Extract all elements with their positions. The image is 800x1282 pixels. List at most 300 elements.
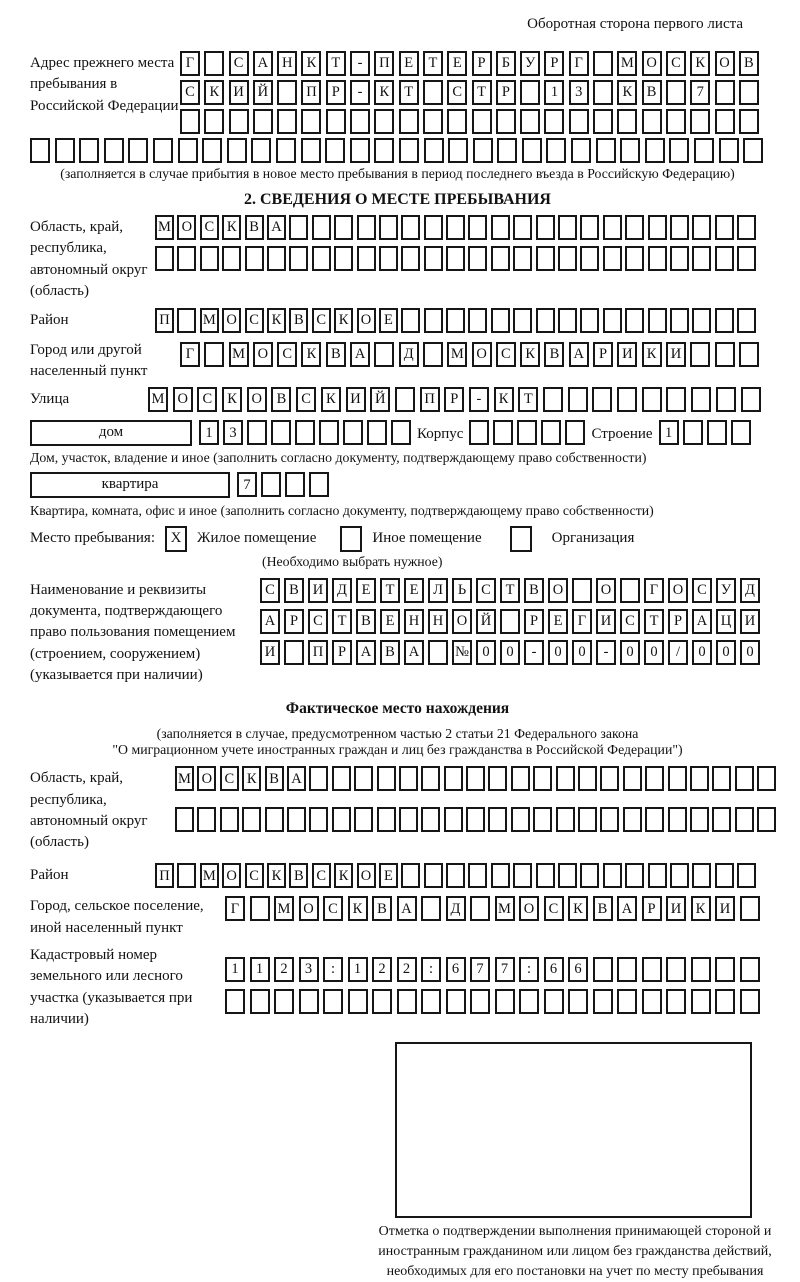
char-cell	[517, 420, 537, 445]
char-cell	[692, 308, 711, 333]
char-cell	[668, 807, 687, 832]
char-cell: О	[357, 308, 376, 333]
char-cell	[513, 308, 532, 333]
char-cell: Т	[518, 387, 538, 412]
char-cell	[572, 578, 592, 603]
char-cell	[446, 989, 466, 1014]
char-cell	[558, 215, 577, 240]
char-cell	[668, 766, 687, 791]
char-cell: М	[148, 387, 168, 412]
char-cell: У	[716, 578, 736, 603]
char-cell: К	[642, 342, 662, 367]
cadastral-block	[30, 943, 765, 1030]
char-cell	[571, 138, 591, 163]
char-cell	[491, 863, 510, 888]
char-cell	[690, 342, 710, 367]
char-cell	[757, 766, 776, 791]
char-cell: С	[180, 80, 200, 105]
actual-district-label: Район	[30, 867, 69, 884]
char-cell: С	[323, 896, 343, 921]
char-cell	[757, 807, 776, 832]
char-cell: В	[245, 215, 264, 240]
char-cell: М	[229, 342, 249, 367]
char-cell	[153, 138, 173, 163]
char-cell	[580, 215, 599, 240]
char-cell	[178, 138, 198, 163]
char-cell: 2	[397, 957, 417, 982]
char-cell	[197, 807, 216, 832]
char-cell	[520, 109, 540, 134]
char-cell	[666, 80, 686, 105]
char-cell	[350, 138, 370, 163]
char-cell	[541, 420, 561, 445]
char-cell	[274, 989, 294, 1014]
char-cell	[448, 138, 468, 163]
char-cell	[737, 308, 756, 333]
char-cell	[312, 246, 331, 271]
char-cell: О	[222, 308, 241, 333]
char-cell	[326, 109, 346, 134]
char-cell: В	[739, 51, 759, 76]
char-cell	[309, 472, 329, 497]
char-cell: :	[421, 957, 441, 982]
char-cell	[265, 807, 284, 832]
char-cell	[446, 246, 465, 271]
char-cell	[421, 989, 441, 1014]
char-cell	[399, 138, 419, 163]
street-row	[148, 387, 761, 412]
char-cell	[712, 807, 731, 832]
char-cell	[536, 246, 555, 271]
char-cell	[569, 109, 589, 134]
char-cell	[204, 51, 224, 76]
char-cell	[580, 246, 599, 271]
document-label: Наименование и реквизиты документа, подтверждающего право пользования помещением (строением, сооружением) (указывается при наличии)	[30, 581, 236, 683]
char-cell	[225, 989, 245, 1014]
char-cell: К	[334, 863, 353, 888]
char-cell: Г	[225, 896, 245, 921]
char-cell	[424, 215, 443, 240]
char-cell: О	[472, 342, 492, 367]
char-cell: Г	[569, 51, 589, 76]
char-cell: Ц	[716, 609, 736, 634]
char-cell: Р	[593, 342, 613, 367]
char-cell	[735, 766, 754, 791]
char-cell	[247, 420, 267, 445]
char-cell: К	[204, 80, 224, 105]
char-cell	[737, 863, 756, 888]
char-cell	[285, 472, 305, 497]
char-cell	[220, 807, 239, 832]
char-cell	[334, 215, 353, 240]
char-cell: 0	[644, 640, 664, 665]
char-cell: Р	[544, 51, 564, 76]
prev-address-rows	[180, 51, 759, 134]
char-cell: В	[289, 308, 308, 333]
actual-city-block	[30, 894, 765, 939]
char-cell: С	[620, 609, 640, 634]
char-cell	[593, 80, 613, 105]
char-cell	[715, 109, 735, 134]
char-cell: В	[289, 863, 308, 888]
char-cell	[603, 308, 622, 333]
stay-type-label: Место пребывания:	[30, 530, 155, 547]
char-cell	[511, 807, 530, 832]
char-cell	[536, 863, 555, 888]
char-cell: Е	[356, 578, 376, 603]
char-cell	[421, 896, 441, 921]
char-cell	[565, 420, 585, 445]
char-cell: В	[326, 342, 346, 367]
char-cell: В	[372, 896, 392, 921]
char-cell	[533, 766, 552, 791]
char-cell	[620, 578, 640, 603]
char-cell	[399, 109, 419, 134]
char-cell	[543, 387, 563, 412]
char-cell	[617, 989, 637, 1014]
char-cell: К	[222, 387, 242, 412]
char-cell: С	[308, 609, 328, 634]
korpus-label: Корпус	[417, 425, 464, 442]
char-cell: Й	[476, 609, 496, 634]
char-cell	[30, 138, 50, 163]
char-cell: И	[308, 578, 328, 603]
char-cell	[253, 109, 273, 134]
char-cell	[642, 989, 662, 1014]
char-cell	[245, 246, 264, 271]
char-cell	[690, 109, 710, 134]
char-cell	[466, 807, 485, 832]
char-cell: 0	[476, 640, 496, 665]
char-cell: 0	[500, 640, 520, 665]
char-cell: В	[265, 766, 284, 791]
apartment-block	[30, 472, 765, 498]
city-label: Город или другой населенный пункт	[30, 342, 148, 380]
char-cell: Р	[284, 609, 304, 634]
char-cell: О	[197, 766, 216, 791]
char-cell	[287, 807, 306, 832]
char-cell	[739, 80, 759, 105]
char-cell: К	[690, 51, 710, 76]
char-cell: О	[222, 863, 241, 888]
char-cell	[497, 138, 517, 163]
char-cell	[625, 246, 644, 271]
char-cell	[79, 138, 99, 163]
actual-city-row	[225, 896, 760, 921]
checkbox-inoe[interactable]	[340, 526, 362, 552]
char-cell: Т	[644, 609, 664, 634]
confirmation-stamp-box	[395, 1042, 752, 1218]
char-cell	[645, 807, 664, 832]
char-cell: Д	[446, 896, 466, 921]
document-block	[30, 578, 765, 686]
char-cell	[715, 989, 735, 1014]
char-cell	[593, 957, 613, 982]
char-cell	[343, 420, 363, 445]
char-cell	[242, 807, 261, 832]
char-cell: Р	[496, 80, 516, 105]
char-cell	[707, 420, 727, 445]
char-cell: Т	[380, 578, 400, 603]
char-cell: К	[222, 215, 241, 240]
char-cell: 2	[274, 957, 294, 982]
char-cell	[374, 342, 394, 367]
city-block	[30, 338, 765, 383]
char-cell: 1	[544, 80, 564, 105]
char-cell	[511, 766, 530, 791]
char-cell: Й	[370, 387, 390, 412]
char-cell: П	[308, 640, 328, 665]
char-cell	[692, 246, 711, 271]
char-cell	[620, 138, 640, 163]
char-cell: К	[568, 896, 588, 921]
char-cell	[325, 138, 345, 163]
char-cell	[580, 308, 599, 333]
char-cell	[683, 420, 703, 445]
char-cell: А	[267, 215, 286, 240]
char-cell	[558, 308, 577, 333]
korpus-row	[469, 420, 585, 445]
char-cell	[468, 246, 487, 271]
char-cell: Р	[444, 387, 464, 412]
char-cell	[424, 863, 443, 888]
char-cell: С	[245, 863, 264, 888]
option-inoe-label: Иное помещение	[372, 530, 482, 547]
char-cell	[578, 766, 597, 791]
char-cell	[104, 138, 124, 163]
checkbox-zhiloe[interactable]: X	[165, 526, 187, 552]
char-cell	[401, 215, 420, 240]
cadastral-row-2	[225, 989, 760, 1014]
char-cell: /	[668, 640, 688, 665]
char-cell: П	[374, 51, 394, 76]
char-cell	[603, 246, 622, 271]
char-cell	[739, 109, 759, 134]
char-cell	[690, 807, 709, 832]
char-cell	[670, 246, 689, 271]
section2-title: 2. СВЕДЕНИЯ О МЕСТЕ ПРЕБЫВАНИЯ	[244, 191, 551, 208]
char-cell	[271, 420, 291, 445]
char-cell: Т	[399, 80, 419, 105]
district-row	[155, 308, 756, 333]
char-cell: К	[494, 387, 514, 412]
char-cell	[692, 863, 711, 888]
char-cell	[470, 989, 490, 1014]
char-cell: С	[496, 342, 516, 367]
char-cell	[424, 308, 443, 333]
char-cell: К	[301, 342, 321, 367]
char-cell	[472, 109, 492, 134]
char-cell: 6	[446, 957, 466, 982]
actual-district-block	[30, 863, 765, 888]
char-cell: О	[715, 51, 735, 76]
char-cell	[446, 308, 465, 333]
char-cell: 0	[620, 640, 640, 665]
district-label: Район	[30, 312, 69, 329]
char-cell	[625, 308, 644, 333]
actual-caption-line2: "О миграционном учете иностранных граждан и лиц без гражданства в Российской Федерации")	[112, 742, 683, 758]
char-cell	[312, 215, 331, 240]
actual-region-row-2	[175, 807, 776, 832]
char-cell	[251, 138, 271, 163]
char-cell: -	[350, 80, 370, 105]
char-cell	[740, 989, 760, 1014]
char-cell: С	[260, 578, 280, 603]
char-cell: А	[692, 609, 712, 634]
checkbox-organizatsiya[interactable]	[510, 526, 532, 552]
char-cell	[399, 807, 418, 832]
char-cell: :	[519, 957, 539, 982]
page-header: Оборотная сторона первого листа	[527, 16, 743, 32]
char-cell: П	[155, 308, 174, 333]
char-cell	[617, 109, 637, 134]
char-cell	[423, 80, 443, 105]
char-cell: С	[312, 308, 331, 333]
char-cell: К	[267, 308, 286, 333]
char-cell: Т	[423, 51, 443, 76]
document-row-2	[260, 609, 760, 634]
char-cell: С	[296, 387, 316, 412]
char-cell: К	[301, 51, 321, 76]
char-cell	[377, 807, 396, 832]
house-caption: Дом, участок, владение и иное (заполнить согласно документу, подтверждающему право собственности)	[30, 449, 647, 465]
char-cell: Р	[642, 896, 662, 921]
char-cell: А	[356, 640, 376, 665]
char-cell: И	[666, 896, 686, 921]
char-cell	[556, 807, 575, 832]
char-cell: К	[242, 766, 261, 791]
char-cell: :	[323, 957, 343, 982]
char-cell	[536, 308, 555, 333]
char-cell	[743, 138, 763, 163]
char-cell: Д	[740, 578, 760, 603]
document-rows	[260, 578, 760, 665]
char-cell	[716, 387, 736, 412]
char-cell	[379, 246, 398, 271]
actual-caption-line1: (заполняется в случае, предусмотренном частью 2 статьи 21 Федерального закона	[156, 726, 639, 742]
char-cell: Б	[496, 51, 516, 76]
char-cell	[603, 863, 622, 888]
char-cell	[180, 109, 200, 134]
char-cell	[600, 807, 619, 832]
char-cell	[648, 308, 667, 333]
char-cell	[289, 215, 308, 240]
char-cell: И	[260, 640, 280, 665]
char-cell	[202, 138, 222, 163]
char-cell	[520, 80, 540, 105]
char-cell: Р	[332, 640, 352, 665]
char-cell	[592, 387, 612, 412]
char-cell	[712, 766, 731, 791]
char-cell: 7	[237, 472, 257, 497]
char-cell: М	[175, 766, 194, 791]
char-cell: С	[277, 342, 297, 367]
char-cell	[670, 308, 689, 333]
char-cell: А	[260, 609, 280, 634]
char-cell	[177, 863, 196, 888]
char-cell: В	[380, 640, 400, 665]
char-cell: К	[691, 896, 711, 921]
char-cell: У	[520, 51, 540, 76]
char-cell: В	[642, 80, 662, 105]
char-cell: Т	[472, 80, 492, 105]
char-cell: А	[287, 766, 306, 791]
apartment-caption: Квартира, комната, офис и иное (заполнить согласно документу, подтверждающему право собственности)	[30, 502, 654, 518]
char-cell	[468, 308, 487, 333]
char-cell	[715, 246, 734, 271]
char-cell	[715, 342, 735, 367]
char-cell: О	[357, 863, 376, 888]
char-cell	[715, 215, 734, 240]
char-cell: М	[495, 896, 515, 921]
actual-city-label: Город, сельское поселение, иной населенный пункт	[30, 898, 204, 936]
char-cell: О	[668, 578, 688, 603]
char-cell	[666, 957, 686, 982]
char-cell: Т	[326, 51, 346, 76]
char-cell	[740, 896, 760, 921]
char-cell: К	[617, 80, 637, 105]
char-cell	[719, 138, 739, 163]
char-cell	[421, 766, 440, 791]
char-cell	[128, 138, 148, 163]
char-cell	[428, 640, 448, 665]
char-cell: 1	[250, 957, 270, 982]
char-cell	[740, 957, 760, 982]
char-cell	[617, 387, 637, 412]
char-cell: С	[312, 863, 331, 888]
char-cell	[568, 387, 588, 412]
char-cell	[666, 989, 686, 1014]
char-cell: К	[374, 80, 394, 105]
char-cell: Р	[668, 609, 688, 634]
char-cell	[488, 807, 507, 832]
char-cell	[350, 109, 370, 134]
char-cell: Г	[180, 342, 200, 367]
char-cell	[397, 989, 417, 1014]
char-cell	[309, 807, 328, 832]
char-cell	[493, 420, 513, 445]
char-cell: 2	[372, 957, 392, 982]
prev-address-row-4	[30, 138, 765, 163]
char-cell	[593, 51, 613, 76]
char-cell: 3	[569, 80, 589, 105]
actual-location-title: Фактическое место нахождения	[285, 700, 510, 718]
actual-district-row	[155, 863, 756, 888]
char-cell	[277, 109, 297, 134]
char-cell	[666, 387, 686, 412]
char-cell: В	[524, 578, 544, 603]
char-cell	[600, 766, 619, 791]
char-cell: 7	[495, 957, 515, 982]
char-cell	[580, 863, 599, 888]
stroenie-row	[659, 420, 751, 445]
cadastral-rows	[225, 957, 760, 1014]
char-cell	[691, 989, 711, 1014]
char-cell: -	[469, 387, 489, 412]
char-cell: О	[519, 896, 539, 921]
char-cell	[692, 215, 711, 240]
char-cell: П	[155, 863, 174, 888]
char-cell	[546, 138, 566, 163]
char-cell: А	[397, 896, 417, 921]
char-cell	[395, 387, 415, 412]
house-number-row	[199, 420, 411, 445]
char-cell	[424, 246, 443, 271]
char-cell: М	[155, 215, 174, 240]
region-block	[30, 215, 765, 302]
char-cell: А	[617, 896, 637, 921]
char-cell	[648, 215, 667, 240]
